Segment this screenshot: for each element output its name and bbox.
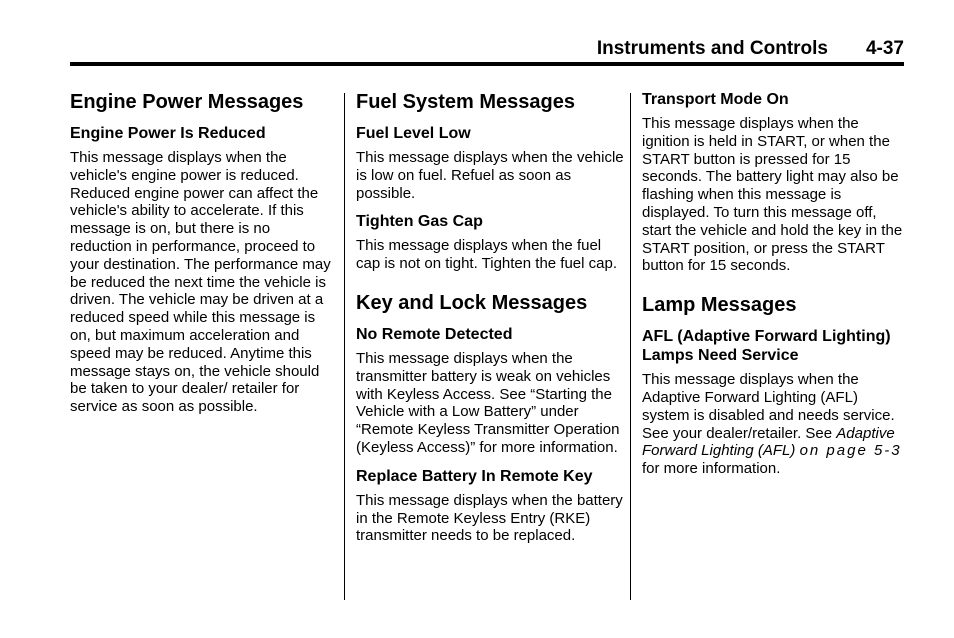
heading-lamp-messages: Lamp Messages [642,294,797,317]
page-number: 4-37 [865,38,904,59]
paragraph-engine-power-reduced: This message displays when the vehicle's engine power is reduced. Reduced engine power can affect the vehicle's ability to accelerate. If this message is on, but there is no reduction in performance, proceed to your destination. The performance may be reduced the next time the vehicle is driven. The vehicle may be driven at a reduced speed while this message is on, but maximum acceleration and speed may be reduced. Anytime this message stays on, the vehicle should be taken to your dealer/ retailer for service as soon as possible. [70,149,331,416]
column-divider-1 [344,93,345,600]
afl-text-outro: for more information. [642,460,781,478]
column-divider-2 [630,93,631,600]
paragraph-tighten-gas-cap: This message displays when the fuel cap is not on tight. Tighten the fuel cap. [356,237,618,273]
subheading-replace-battery: Replace Battery In Remote Key [356,467,593,485]
afl-text-intro: This message displays when the Adaptive Forward Lighting (AFL) system is disabled and needs service. See your dealer/retailer. See [642,371,895,442]
subheading-afl-lamps-need-service: AFL (Adaptive Forward Lighting) Lamps Need Service [642,328,891,365]
paragraph-afl-lamps-need-service [642,371,904,478]
paragraph-no-remote-detected: This message displays when the transmitter battery is weak on vehicles with Keyless Access. See “Starting the Vehicle with a Low Battery” under “Remote Keyless Transmitter Operation (Keyless Access)” for more information. [356,349,620,456]
subheading-tighten-gas-cap: Tighten Gas Cap [356,213,483,231]
subheading-no-remote-detected: No Remote Detected [356,325,513,343]
column-3 [642,90,904,488]
afl-cross-reference-link[interactable]: Adaptive Forward Lighting (AFL) [642,424,895,460]
afl-page-reference-link[interactable]: on page 5-3 [799,442,902,460]
subheading-engine-power-reduced: Engine Power Is Reduced [70,125,266,142]
heading-key-lock-messages: Key and Lock Messages [356,291,588,314]
subheading-transport-mode-on: Transport Mode On [642,91,789,108]
paragraph-transport-mode-on: This message displays when the ignition is held in START, or when the START button is pressed for 15 seconds. The battery light may also be flashing when this message is displayed. To turn this message off, start the vehicle and hold the key in the START position, or press the START button for 15 seconds. [642,115,903,275]
header-rule [70,62,904,66]
heading-engine-power-messages: Engine Power Messages [70,91,304,113]
heading-fuel-system-messages: Fuel System Messages [356,91,575,113]
column-1 [70,90,332,426]
column-2 [356,90,624,555]
subheading-fuel-level-low: Fuel Level Low [356,125,471,142]
header-section-title: Instruments and Controls [596,38,828,59]
paragraph-fuel-level-low: This message displays when the vehicle is low on fuel. Refuel as soon as possible. [356,149,624,202]
paragraph-replace-battery: This message displays when the battery in the Remote Keyless Entry (RKE) transmitter needs to be replaced. [356,491,623,545]
